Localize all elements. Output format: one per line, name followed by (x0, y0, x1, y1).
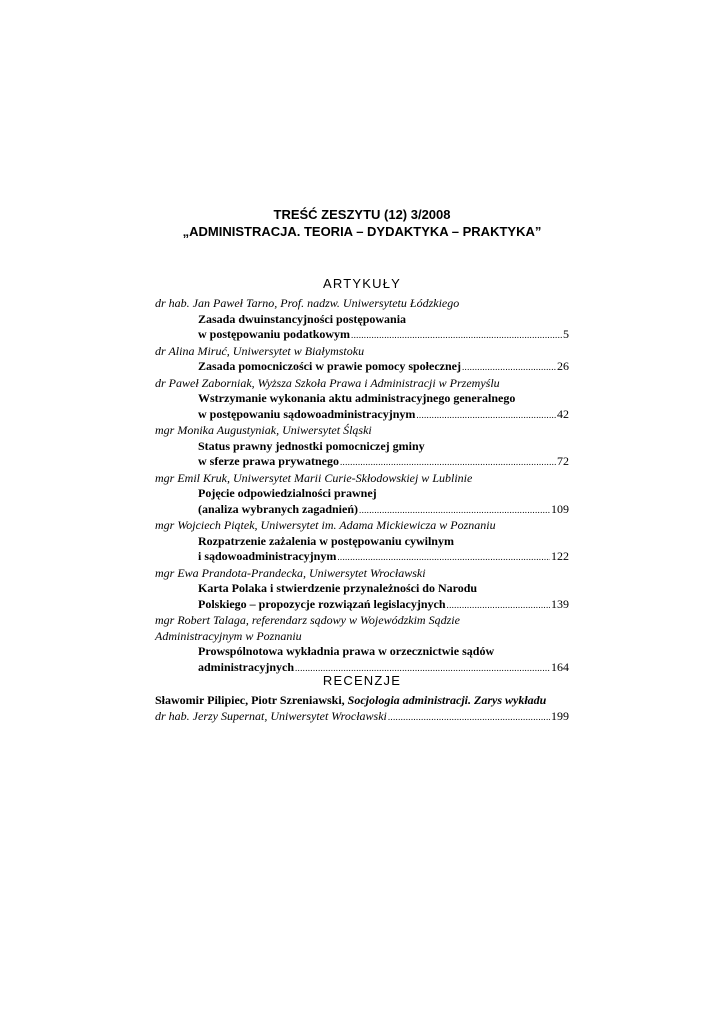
article-title-text: w sferze prawa prywatnego (198, 454, 339, 468)
page-number: 139 (551, 596, 569, 611)
article-title-text: w postępowaniu sądowoadministracyjnym (198, 406, 416, 421)
article-author: Administracyjnym w Poznaniu (155, 628, 302, 643)
dot-leader (416, 408, 556, 424)
article-title-last-line (155, 549, 569, 566)
article-author: dr Alina Miruć, Uniwersytet w Białymstoku (155, 343, 365, 358)
articles-list (155, 296, 569, 676)
dot-leader (462, 360, 556, 376)
review-reviewer: dr hab. Jerzy Supernat, Uniwersytet Wrocławski (155, 708, 387, 723)
article-author: mgr Ewa Prandota-Prandecka, Uniwersytet Wrocławski (155, 565, 426, 580)
article-title-text: (analiza wybranych zagadnień) (198, 501, 359, 516)
articles-heading: ARTYKUŁY (323, 276, 401, 291)
page-number: 199 (551, 708, 569, 723)
article-title-text: Polskiego – propozycje rozwiązań legislacyjnych (198, 596, 446, 611)
article-entry (155, 613, 569, 676)
review-book-title: Socjologia administracji. Zarys wykładu (347, 693, 547, 707)
review-line (155, 693, 569, 709)
article-entry (155, 471, 569, 519)
page-number: 72 (557, 454, 569, 468)
article-author: mgr Monika Augustyniak, Uniwersytet Śląski (155, 423, 372, 437)
article-title-line: Wstrzymanie wykonania aktu administracyjnego generalnego (198, 391, 516, 405)
article-title-last-line (155, 597, 569, 614)
article-title-line: Pojęcie odpowiedzialności prawnej (198, 486, 377, 500)
issue-title: TREŚĆ ZESZYTU (12) 3/2008 (273, 207, 451, 222)
dot-leader (388, 710, 550, 726)
dot-leader (447, 598, 550, 614)
article-title-line: Prowspólnotowa wykładnia prawa w orzecznictwie sądów (198, 644, 495, 658)
article-title-text: administracyjnych (198, 659, 294, 674)
review-reviewer-line (155, 709, 569, 726)
page-number: 109 (551, 501, 569, 516)
page-number: 122 (551, 549, 569, 563)
dot-leader (340, 455, 556, 471)
article-title-line: Status prawny jednostki pomocniczej gminy (198, 438, 425, 453)
dot-leader (351, 328, 562, 344)
article-title-last-line (155, 502, 569, 519)
article-entry (155, 344, 569, 376)
page-number: 5 (563, 327, 569, 341)
article-title-line: Karta Polaka i stwierdzenie przynależności do Narodu (198, 581, 478, 595)
article-title-last-line (155, 327, 569, 344)
article-author: dr Paweł Zaborniak, Wyższa Szkoła Prawa i Administracji w Przemyślu (155, 375, 500, 390)
article-title-line: Zasada dwuinstancyjności postępowania (198, 311, 407, 326)
page-number: 26 (557, 359, 569, 373)
article-author: mgr Robert Talaga, referendarz sądowy w Wojewódzkim Sądzie (155, 613, 460, 627)
dot-leader (337, 550, 550, 566)
article-title-last-line (155, 359, 569, 376)
article-title-text: Zasada pomocniczości w prawie pomocy społecznej (198, 359, 461, 373)
reviews-heading: RECENZJE (322, 673, 402, 688)
issue-subtitle: „ADMINISTRACJA. TEORIA – DYDAKTYKA – PRAKTYKA” (182, 224, 542, 239)
article-author: dr hab. Jan Paweł Tarno, Prof. nadzw. Uniwersytetu Łódzkiego (155, 296, 460, 310)
article-entry (155, 518, 569, 566)
page-number: 42 (557, 406, 569, 421)
article-title-line: Rozpatrzenie zażalenia w postępowaniu cywilnym (198, 533, 454, 548)
article-entry (155, 376, 569, 424)
review-authors: Sławomir Pilipiec, Piotr Szreniawski, (155, 693, 345, 707)
article-title-last-line (155, 454, 569, 471)
dot-leader (359, 503, 550, 519)
article-title-text: i sądowoadministracyjnym (198, 549, 337, 563)
article-author: mgr Emil Kruk, Uniwersytet Marii Curie-Skłodowskiej w Lublinie (155, 470, 473, 485)
review-entry (155, 693, 569, 725)
article-title-last-line (155, 407, 569, 424)
article-entry (155, 566, 569, 614)
article-title-text: w postępowaniu podatkowym (198, 327, 351, 341)
article-entry (155, 296, 569, 344)
article-entry (155, 423, 569, 471)
article-author: mgr Wojciech Piątek, Uniwersytet im. Adama Mickiewicza w Poznaniu (155, 518, 496, 532)
page-number: 164 (551, 659, 569, 674)
